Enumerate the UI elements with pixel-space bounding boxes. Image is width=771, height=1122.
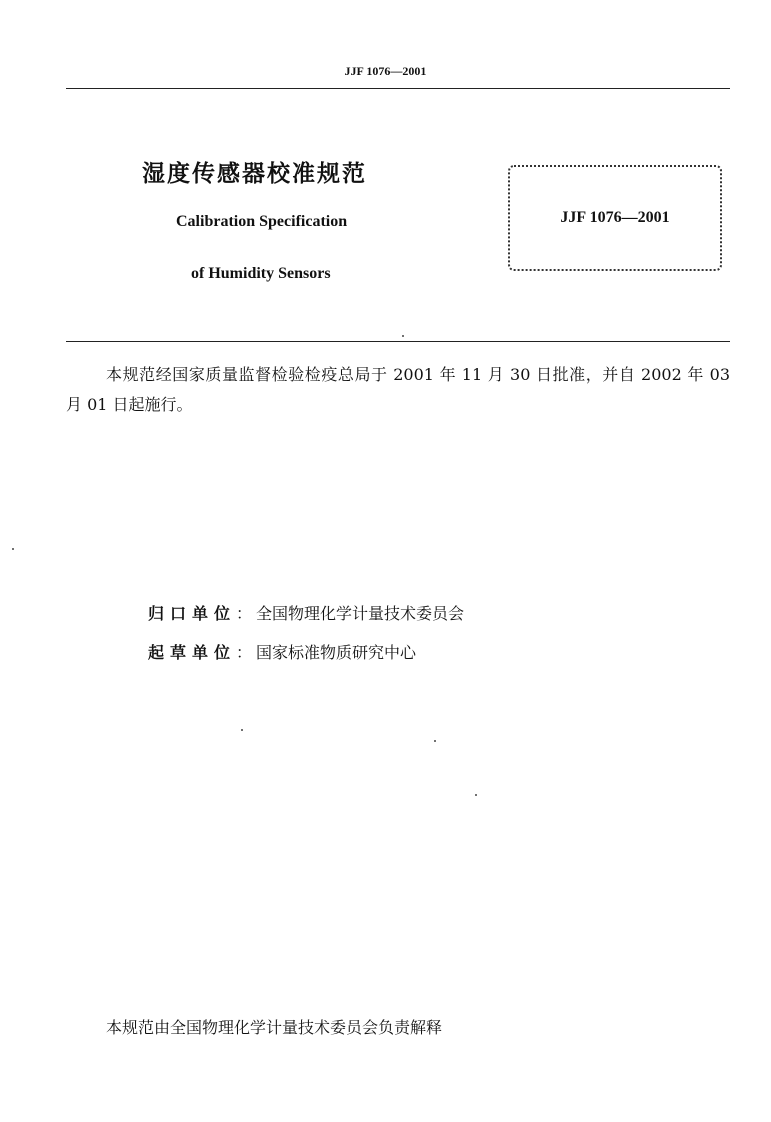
org-row-drafting (148, 640, 416, 663)
org-colon: ： (236, 604, 253, 623)
header-rule (66, 88, 730, 89)
org-colon: ： (236, 643, 253, 662)
scan-speck (12, 548, 14, 550)
footer-note: 本规范由全国物理化学计量技术委员会负责解释 (106, 1018, 443, 1037)
org-label: 归口单位 (148, 604, 237, 623)
scan-speck (475, 794, 477, 796)
scan-speck (402, 335, 404, 337)
org-label: 起草单位 (148, 643, 237, 662)
title-english-line2: of Humidity Sensors (191, 265, 331, 282)
title-english-line1: Calibration Specification (176, 213, 348, 230)
scan-speck (434, 740, 436, 742)
org-row-responsible (148, 601, 464, 624)
standard-code: JJF 1076—2001 (560, 209, 670, 226)
scan-speck (241, 729, 243, 731)
title-rule (66, 341, 730, 342)
org-value: 全国物理化学计量技术委员会 (256, 604, 465, 623)
title-chinese: 湿度传感器校准规范 (142, 161, 367, 187)
org-value: 国家标准物质研究中心 (256, 643, 417, 662)
header-code: JJF 1076—2001 (344, 64, 427, 78)
standard-code-box (508, 165, 722, 271)
approval-paragraph: 本规范经国家质量监督检验检疫总局于 2001 年 11 月 30 日批准，并自 2002 年 03 月 01 日起施行。 (66, 365, 730, 414)
